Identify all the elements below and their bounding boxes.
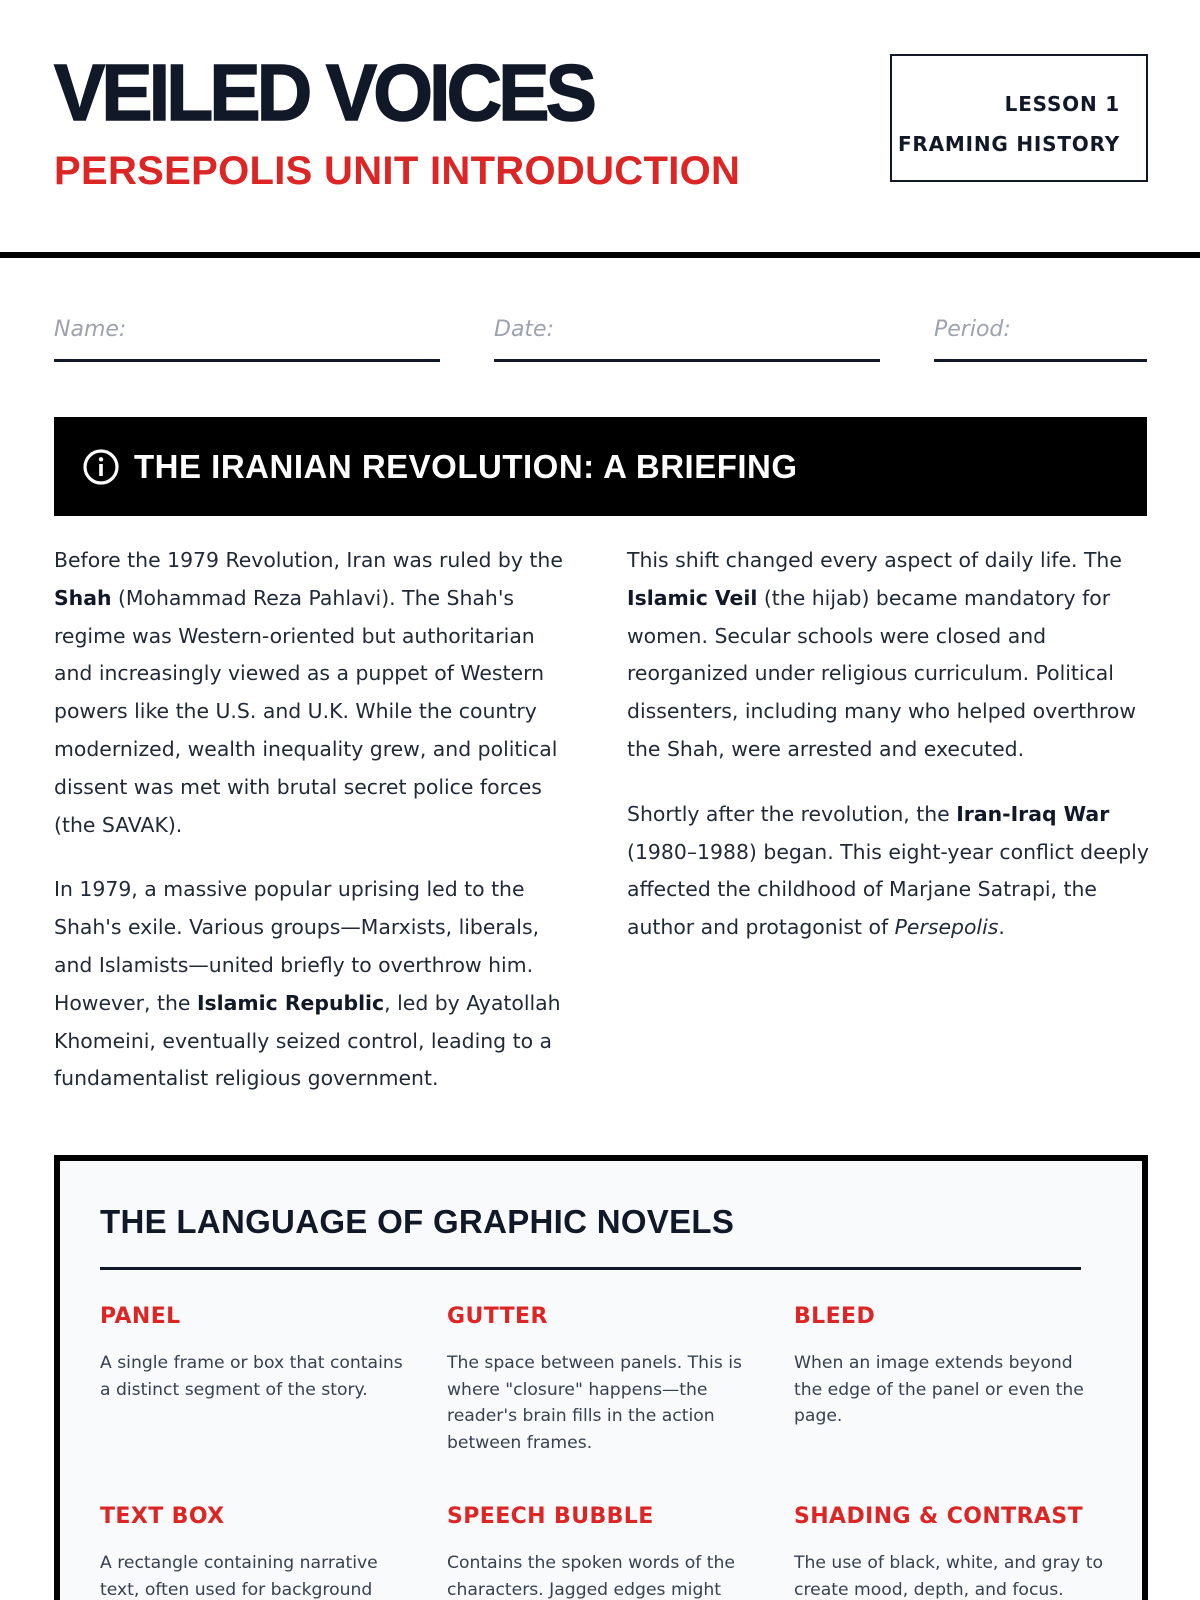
date-field-label: Date: bbox=[494, 317, 554, 342]
term-name: PANEL bbox=[100, 1304, 181, 1329]
briefing-left-column bbox=[54, 542, 574, 1125]
book-title: Persepolis bbox=[894, 915, 999, 940]
key-term-iran-iraq-war: Iran-Iraq War bbox=[956, 801, 1110, 826]
lesson-topic: FRAMING HISTORY bbox=[897, 132, 1120, 156]
term-name: GUTTER bbox=[447, 1304, 548, 1329]
key-term-islamic-republic: Islamic Republic bbox=[196, 990, 385, 1015]
key-term-shah: Shah bbox=[54, 585, 112, 610]
glossary-term-text-box bbox=[100, 1502, 410, 1600]
info-circle-icon bbox=[82, 448, 120, 486]
term-definition: A rectangle containing narrative text, often used for background bbox=[100, 1553, 378, 1600]
worksheet-subtitle: PERSEPOLIS UNIT INTRODUCTION bbox=[54, 149, 741, 193]
term-name: TEXT BOX bbox=[100, 1504, 225, 1529]
glossary-term-panel bbox=[100, 1302, 410, 1403]
briefing-banner bbox=[54, 417, 1147, 516]
term-name: SPEECH BUBBLE bbox=[447, 1504, 654, 1529]
key-term-islamic-veil: Islamic Veil bbox=[627, 585, 758, 610]
lesson-number: LESSON 1 bbox=[1004, 92, 1120, 116]
glossary-term-speech-bubble bbox=[447, 1502, 757, 1600]
glossary-term-shading-contrast bbox=[794, 1502, 1104, 1600]
briefing-title: THE IRANIAN REVOLUTION: A BRIEFING bbox=[134, 447, 798, 485]
term-name: SHADING & CONTRAST bbox=[794, 1504, 1083, 1529]
date-field[interactable] bbox=[494, 310, 880, 362]
term-definition: When an image extends beyond the edge of the panel or even the page. bbox=[794, 1353, 1084, 1426]
term-definition: A single frame or box that contains a distinct segment of the story. bbox=[100, 1353, 403, 1400]
term-definition: Contains the spoken words of the characters. Jagged edges might bbox=[447, 1553, 735, 1600]
term-definition: The use of black, white, and gray to create mood, depth, and focus. bbox=[794, 1553, 1104, 1600]
briefing-paragraph: Shortly after the revolution, the Iran-Iraq War (1980–1988) began. This eight-year conflict deeply affected the childhood of Marjane Satrapi, the author and protagonist of Persepolis. bbox=[627, 801, 1149, 940]
glossary-title: THE LANGUAGE OF GRAPHIC NOVELS bbox=[100, 1203, 735, 1240]
briefing-paragraph: This shift changed every aspect of daily life. The Islamic Veil (the hijab) became mandatory for women. Secular schools were closed and reorganized under religious curriculum. Political dissenters, including many who helped overthrow the Shah, were arrested and executed. bbox=[627, 548, 1137, 761]
name-field-label: Name: bbox=[54, 317, 127, 342]
student-info-fields bbox=[54, 310, 1147, 362]
glossary-box bbox=[54, 1155, 1148, 1600]
briefing-paragraph: In 1979, a massive popular uprising led to the Shah's exile. Various groups—Marxists, liberals, and Islamists—united briefly to overthrow him. However, the Islamic Republic, led by Ayatollah Khomeini, eventually seized control, leading to a fundamentalist religious government. bbox=[54, 877, 561, 1091]
glossary-term-bleed bbox=[794, 1302, 1104, 1430]
name-field[interactable] bbox=[54, 310, 440, 362]
term-name: BLEED bbox=[794, 1304, 876, 1329]
header-divider bbox=[0, 252, 1200, 258]
period-field[interactable] bbox=[934, 310, 1147, 362]
period-field-label: Period: bbox=[934, 317, 1011, 342]
glossary-divider bbox=[100, 1267, 1081, 1270]
briefing-paragraph: Before the 1979 Revolution, Iran was ruled by the Shah (Mohammad Reza Pahlavi). The Shah's regime was Western-oriented but authoritarian and increasingly viewed as a puppet of Western powers like the U.S. and U.K. While the country modernized, wealth inequality grew, and political dissent was met with brutal secret police forces (the SAVAK). bbox=[54, 548, 563, 837]
glossary-term-gutter bbox=[447, 1302, 757, 1456]
briefing-right-column bbox=[627, 542, 1149, 974]
term-definition: The space between panels. This is where "closure" happens—the reader's brain fills in the action between frames. bbox=[447, 1353, 742, 1453]
worksheet-title: VEILED VOICES bbox=[54, 48, 594, 137]
lesson-badge bbox=[890, 54, 1148, 182]
